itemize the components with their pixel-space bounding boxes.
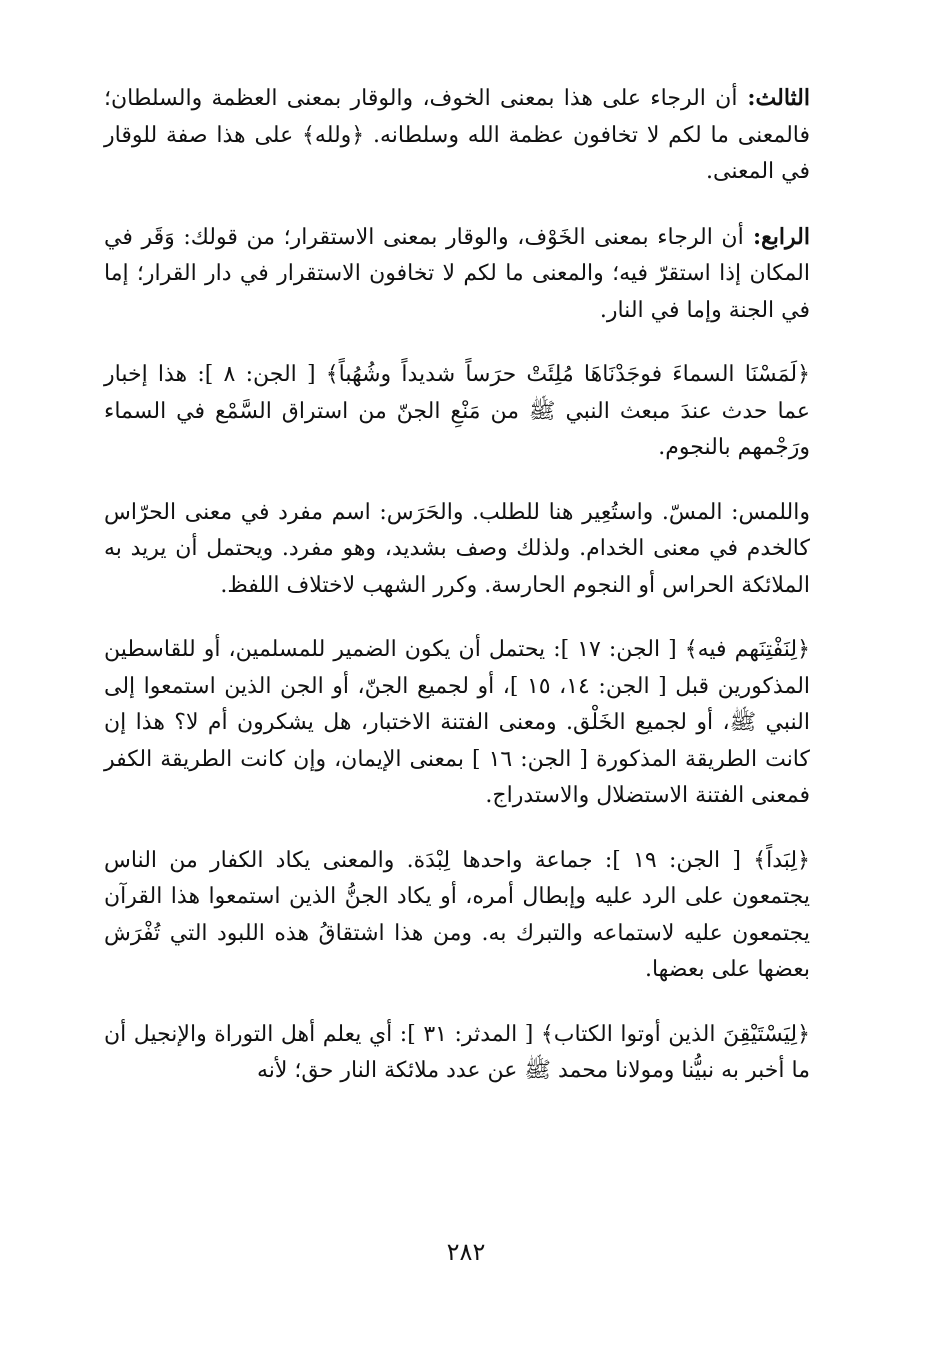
paragraph-text: ﴿لِبَداً﴾ [ الجن: ١٩ ]: جماعة واحدها لِبْدَة. والمعنى يكاد الكفار من الناس يجتمعون على الرد عليه وإبطال أمره، أو يكاد الجنُّ الذين استمعوا هذا القرآن يجتمعون عليه لاستماعه والتبرك به. ومن هذا اشتقاقُ هذه اللبود التي تُفْرَش بعضها على بعضها. — [104, 847, 811, 982]
paragraph-allams — [104, 495, 810, 605]
page-number: ٢٨٢ — [446, 1238, 486, 1266]
paragraph-text: أن الرجاء على هذا بمعنى الخوف، والوقار بمعنى العظمة والسلطان؛ فالمعنى ما لكم لا تخافون عظمة الله وسلطانه. ﴿ولله﴾ على هذا صفة للوقار في المعنى. — [104, 86, 810, 184]
paragraph-lamasna — [104, 357, 810, 467]
paragraph-text: ﴿لَمَسْنَا السماءَ فوجَدْنَاهَا مُلِئَتْ حرَساً شديداً وشُهُباً﴾ [ الجن: ٨ ]: هذا إخبار عما حدث عندَ مبعث النبي ﷺ من مَنْعِ الجنّ من استراق السَّمْع في السماء ورَجْمهم بالنجوم. — [104, 362, 810, 460]
paragraph-fourth-meaning — [104, 219, 810, 330]
paragraph-lead: الثالث: — [737, 85, 811, 111]
page-body — [104, 80, 810, 1118]
paragraph-lead: الرابع: — [743, 223, 810, 250]
paragraph-linaftinahum — [104, 632, 810, 815]
paragraph-liyastayqina — [104, 1017, 810, 1090]
paragraph-third-meaning — [104, 80, 810, 191]
paragraph-text: أن الرجاء بمعنى الخَوْف، والوقار بمعنى الاستقرار؛ من قولك: وَقَر في المكان إذا استقرّ فيه؛ والمعنى ما لكم لا تخافون الاستقرار في دار القرار؛ إما في الجنة وإما في النار. — [104, 224, 810, 323]
paragraph-text: ﴿لِيَسْتَيْقِنَ الذين أوتوا الكتاب﴾ [ المدثر: ٣١ ]: أي يعلم أهل التوراة والإنجيل أن ما أخبر به نبيُّنا ومولانا محمد ﷺ عن عدد ملائكة النار حق؛ لأنه — [104, 1021, 810, 1083]
paragraph-text: واللمس: المسّ. واستُعِير هنا للطلب. والحَرَس: اسم مفرد في معنى الحرّاس كالخدم في معنى الخدام. ولذلك وصف بشديد، وهو مفرد. ويحتمل أن يريد به الملائكة الحراس أو النجوم الحارسة. وكرر الشهب لاختلاف اللفظ. — [104, 499, 810, 598]
paragraph-libadan — [104, 843, 810, 989]
paragraph-text: ﴿لِنَفْتِنَهم فيه﴾ [ الجن: ١٧ ]: يحتمل أن يكون الضمير للمسلمين، أو للقاسطين المذكورين قبل [ الجن: ١٤، ١٥ ]، أو لجميع الجنّ، أو الجن الذين استمعوا إلى النبي ﷺ، أو لجميع الخَلْق. ومعنى الفتنة الاختبار، هل يشكرون أم لا؟ هذا إن كانت الطريقة المذكورة [ الجن: ١٦ ] بمعنى الإيمان، وإن كانت الطريقة الكفر فمعنى الفتنة الاستضلال والاستدراج. — [104, 637, 811, 808]
